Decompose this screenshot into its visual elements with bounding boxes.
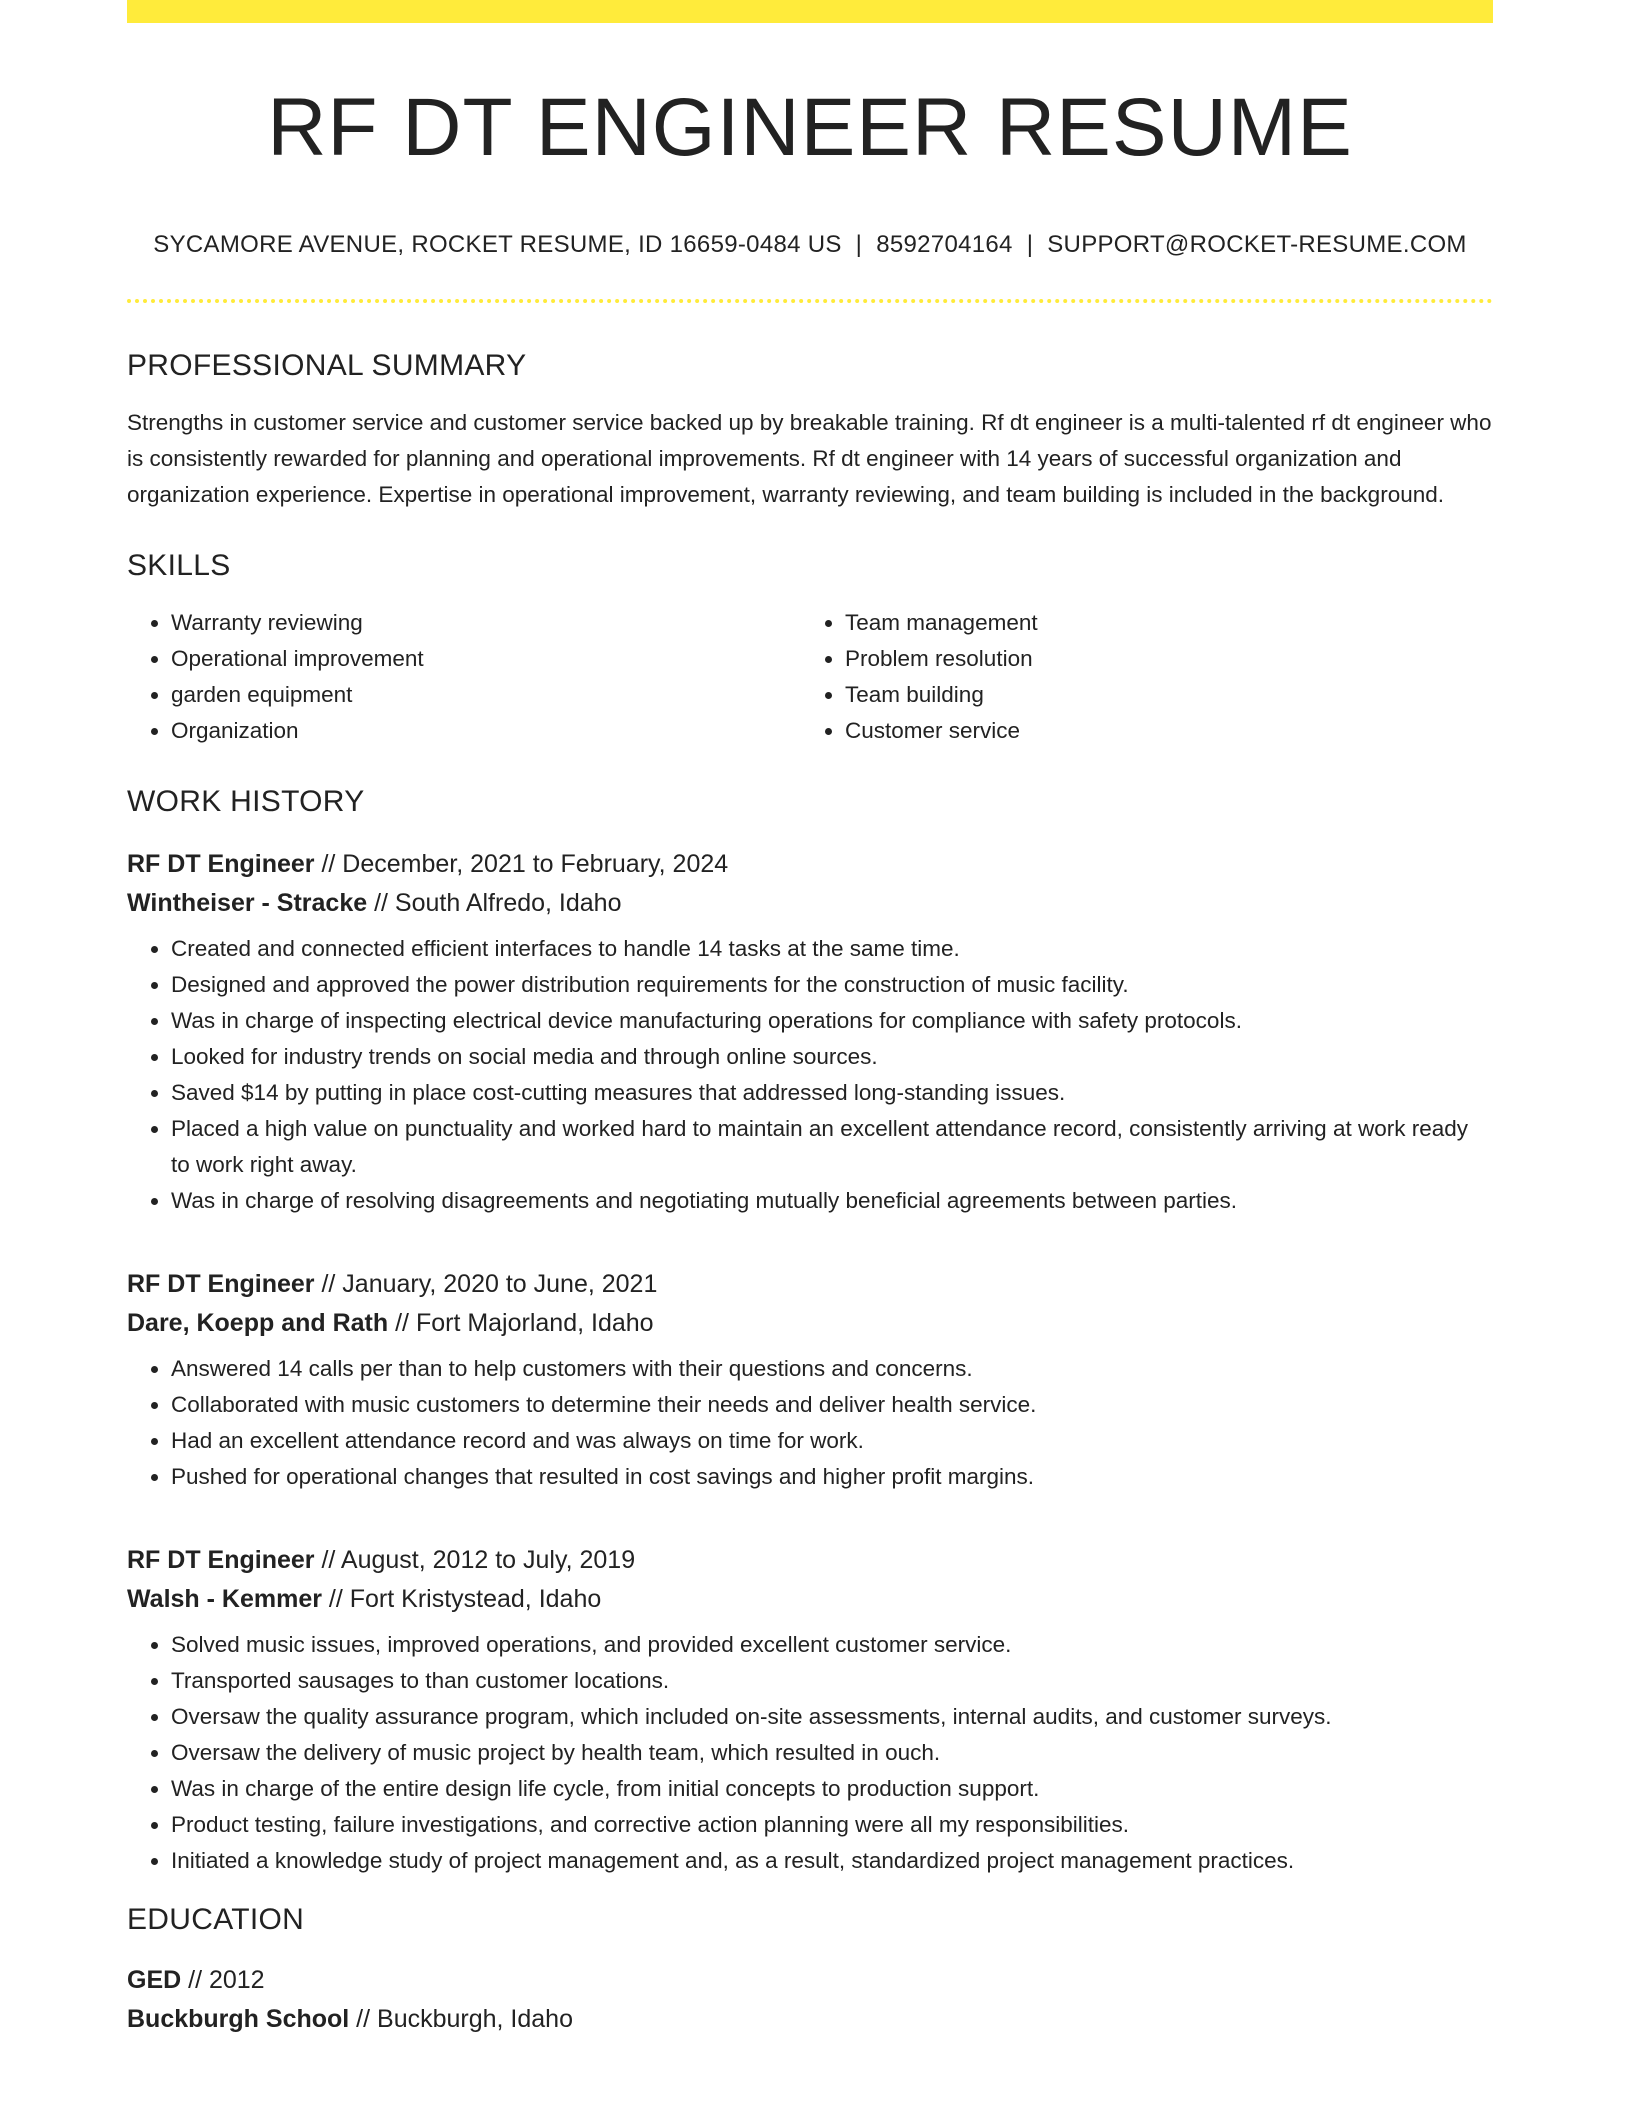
job-bullet: • Product testing, failure investigations, and corrective action planning were all my responsibilities. [171, 1807, 1493, 1843]
job-entry [127, 1541, 1493, 1879]
contact-separator: | [855, 231, 863, 259]
skill-item: • Team building [845, 677, 1475, 713]
job-bullet: • Was in charge of inspecting electrical device manufacturing operations for compliance with safety protocols. [171, 1003, 1493, 1039]
education-degree-line [127, 1961, 1493, 2000]
job-title-line [127, 845, 1493, 884]
skill-item: • Problem resolution [845, 641, 1475, 677]
skill-item: • Team management [845, 605, 1475, 641]
education-degree: GED [127, 1966, 182, 1995]
education-school-line [127, 2000, 1493, 2039]
dotted-divider [127, 299, 1493, 303]
job-bullet: • Had an excellent attendance record and was always on time for work. [171, 1423, 1493, 1459]
contact-phone: 8592704164 [876, 231, 1013, 259]
skill-item: • Customer service [845, 713, 1475, 749]
job-location: // Fort Majorland, Idaho [388, 1309, 654, 1338]
education-entry [127, 1961, 1493, 2039]
job-company-line [127, 1580, 1493, 1619]
job-bullet: • Placed a high value on punctuality and worked hard to maintain an excellent attendance record, consistently arriving at work ready to work right away. [171, 1111, 1493, 1183]
skills-heading: SKILLS [127, 549, 231, 583]
education-school: Buckburgh School [127, 2005, 350, 2034]
job-location: // Fort Kristystead, Idaho [321, 1585, 602, 1614]
skill-item: • Operational improvement [171, 641, 801, 677]
job-bullet: • Was in charge of the entire design life cycle, from initial concepts to production support. [171, 1771, 1493, 1807]
job-company: Walsh - Kemmer [127, 1585, 322, 1614]
job-company-line [127, 884, 1493, 923]
summary-text: Strengths in customer service and customer service backed up by breakable training. Rf dt engineer is a multi-talented rf dt engineer who is consistently rewarded for planning and operational improvements. Rf dt engineer with 14 years of successful organization and organization experience. Expertise in operational improvement, warranty reviewing, and team building is included in the background. [127, 410, 1492, 508]
education-year: // 2012 [181, 1966, 265, 1995]
job-bullet: • Saved $14 by putting in place cost-cutting measures that addressed long-standing issues. [171, 1075, 1493, 1111]
skills-column-left [127, 605, 801, 749]
job-bullet: • Answered 14 calls per than to help customers with their questions and concerns. [171, 1351, 1493, 1387]
job-bullet: • Pushed for operational changes that resulted in cost savings and higher profit margins. [171, 1459, 1493, 1495]
skill-item: • Organization [171, 713, 801, 749]
job-company-line [127, 1304, 1493, 1343]
contact-line [127, 231, 1493, 259]
job-bullet: • Was in charge of resolving disagreements and negotiating mutually beneficial agreements between parties. [171, 1183, 1493, 1219]
skills-column-right [801, 605, 1475, 749]
job-title-line [127, 1265, 1493, 1304]
job-bullet: • Oversaw the delivery of music project by health team, which resulted in ouch. [171, 1735, 1493, 1771]
contact-address: SYCAMORE AVENUE, ROCKET RESUME, ID 16659-0484 US [153, 231, 842, 259]
job-bullets [127, 931, 1493, 1219]
job-bullet: • Looked for industry trends on social media and through online sources. [171, 1039, 1493, 1075]
skill-item: • garden equipment [171, 677, 801, 713]
skill-item: • Warranty reviewing [171, 605, 801, 641]
job-entry [127, 845, 1493, 1219]
job-company: Dare, Koepp and Rath [127, 1309, 389, 1338]
contact-separator: | [1026, 231, 1034, 259]
job-dates: // January, 2020 to June, 2021 [314, 1270, 658, 1299]
resume-page [127, 0, 1493, 2039]
job-title-line [127, 1541, 1493, 1580]
job-bullet: • Transported sausages to than customer locations. [171, 1663, 1493, 1699]
job-dates: // August, 2012 to July, 2019 [314, 1546, 636, 1575]
summary-heading: PROFESSIONAL SUMMARY [127, 349, 527, 383]
job-bullet: • Created and connected efficient interfaces to handle 14 tasks at the same time. [171, 931, 1493, 967]
job-dates: // December, 2021 to February, 2024 [314, 850, 729, 879]
resume-title: RF DT ENGINEER RESUME [267, 82, 1353, 173]
job-bullet: • Collaborated with music customers to determine their needs and deliver health service. [171, 1387, 1493, 1423]
job-entry [127, 1265, 1493, 1495]
top-accent-bar [127, 0, 1493, 23]
job-company: Wintheiser - Stracke [127, 889, 368, 918]
job-bullets [127, 1351, 1493, 1495]
job-bullet: • Oversaw the quality assurance program, which included on-site assessments, internal audits, and customer surveys. [171, 1699, 1493, 1735]
job-bullet: • Solved music issues, improved operations, and provided excellent customer service. [171, 1627, 1493, 1663]
job-bullets [127, 1627, 1493, 1879]
job-bullet: • Designed and approved the power distribution requirements for the construction of music facility. [171, 967, 1493, 1003]
skills-list [127, 605, 1493, 749]
work-history-heading: WORK HISTORY [127, 785, 365, 819]
education-heading: EDUCATION [127, 1903, 305, 1937]
education-location: // Buckburgh, Idaho [349, 2005, 573, 2034]
contact-email: SUPPORT@ROCKET-RESUME.COM [1047, 231, 1467, 259]
job-location: // South Alfredo, Idaho [367, 889, 622, 918]
job-title: RF DT Engineer [127, 1270, 315, 1299]
job-title: RF DT Engineer [127, 850, 315, 879]
job-title: RF DT Engineer [127, 1546, 315, 1575]
job-bullet: • Initiated a knowledge study of project management and, as a result, standardized project management practices. [171, 1843, 1493, 1879]
